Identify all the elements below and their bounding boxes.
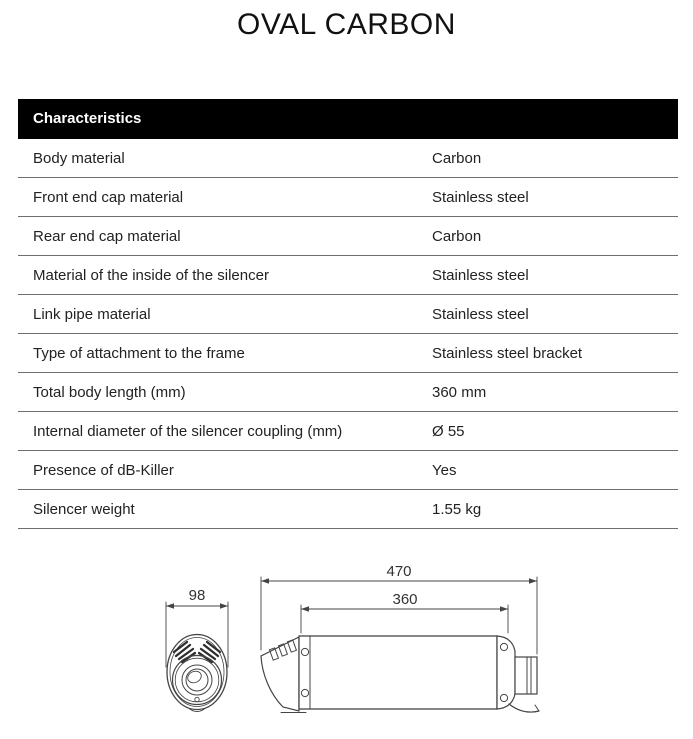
technical-drawing — [130, 555, 560, 739]
row-value: 360 mm — [432, 383, 487, 401]
page-title: OVAL CARBON — [237, 8, 456, 41]
characteristics-table — [18, 99, 678, 529]
row-label: Silencer weight — [33, 500, 135, 518]
row-label: Presence of dB-Killer — [33, 461, 174, 479]
row-value: Carbon — [432, 227, 482, 245]
row-label: Rear end cap material — [33, 227, 181, 245]
table-row — [18, 256, 678, 295]
dimension-body-length-label: 360 — [392, 591, 418, 608]
row-value: Stainless steel — [432, 266, 529, 284]
table-row — [18, 451, 678, 490]
row-label: Body material — [33, 149, 125, 167]
row-label: Material of the inside of the silencer — [33, 266, 269, 284]
table-row — [18, 295, 678, 334]
table-row — [18, 217, 678, 256]
silencer-dimension-diagram — [130, 555, 560, 739]
row-label: Total body length (mm) — [33, 383, 186, 401]
row-label: Link pipe material — [33, 305, 151, 323]
table-header: Characteristics — [18, 99, 678, 139]
row-value: Stainless steel — [432, 188, 529, 206]
dimension-overall-length-label: 470 — [386, 563, 412, 580]
table-row — [18, 373, 678, 412]
row-label: Type of attachment to the frame — [33, 344, 245, 362]
row-value: 1.55 kg — [432, 500, 482, 518]
table-row — [18, 139, 678, 178]
row-value: Stainless steel — [432, 305, 529, 323]
dimension-end-width-label: 98 — [188, 587, 206, 604]
row-value: Ø 55 — [432, 422, 465, 440]
table-row — [18, 490, 678, 529]
row-value: Stainless steel bracket — [432, 344, 583, 362]
row-label: Internal diameter of the silencer coupling (mm) — [33, 422, 343, 440]
table-row — [18, 412, 678, 451]
row-value: Yes — [432, 461, 457, 479]
table-row — [18, 334, 678, 373]
row-label: Front end cap material — [33, 188, 184, 206]
table-row — [18, 178, 678, 217]
row-value: Carbon — [432, 149, 482, 167]
